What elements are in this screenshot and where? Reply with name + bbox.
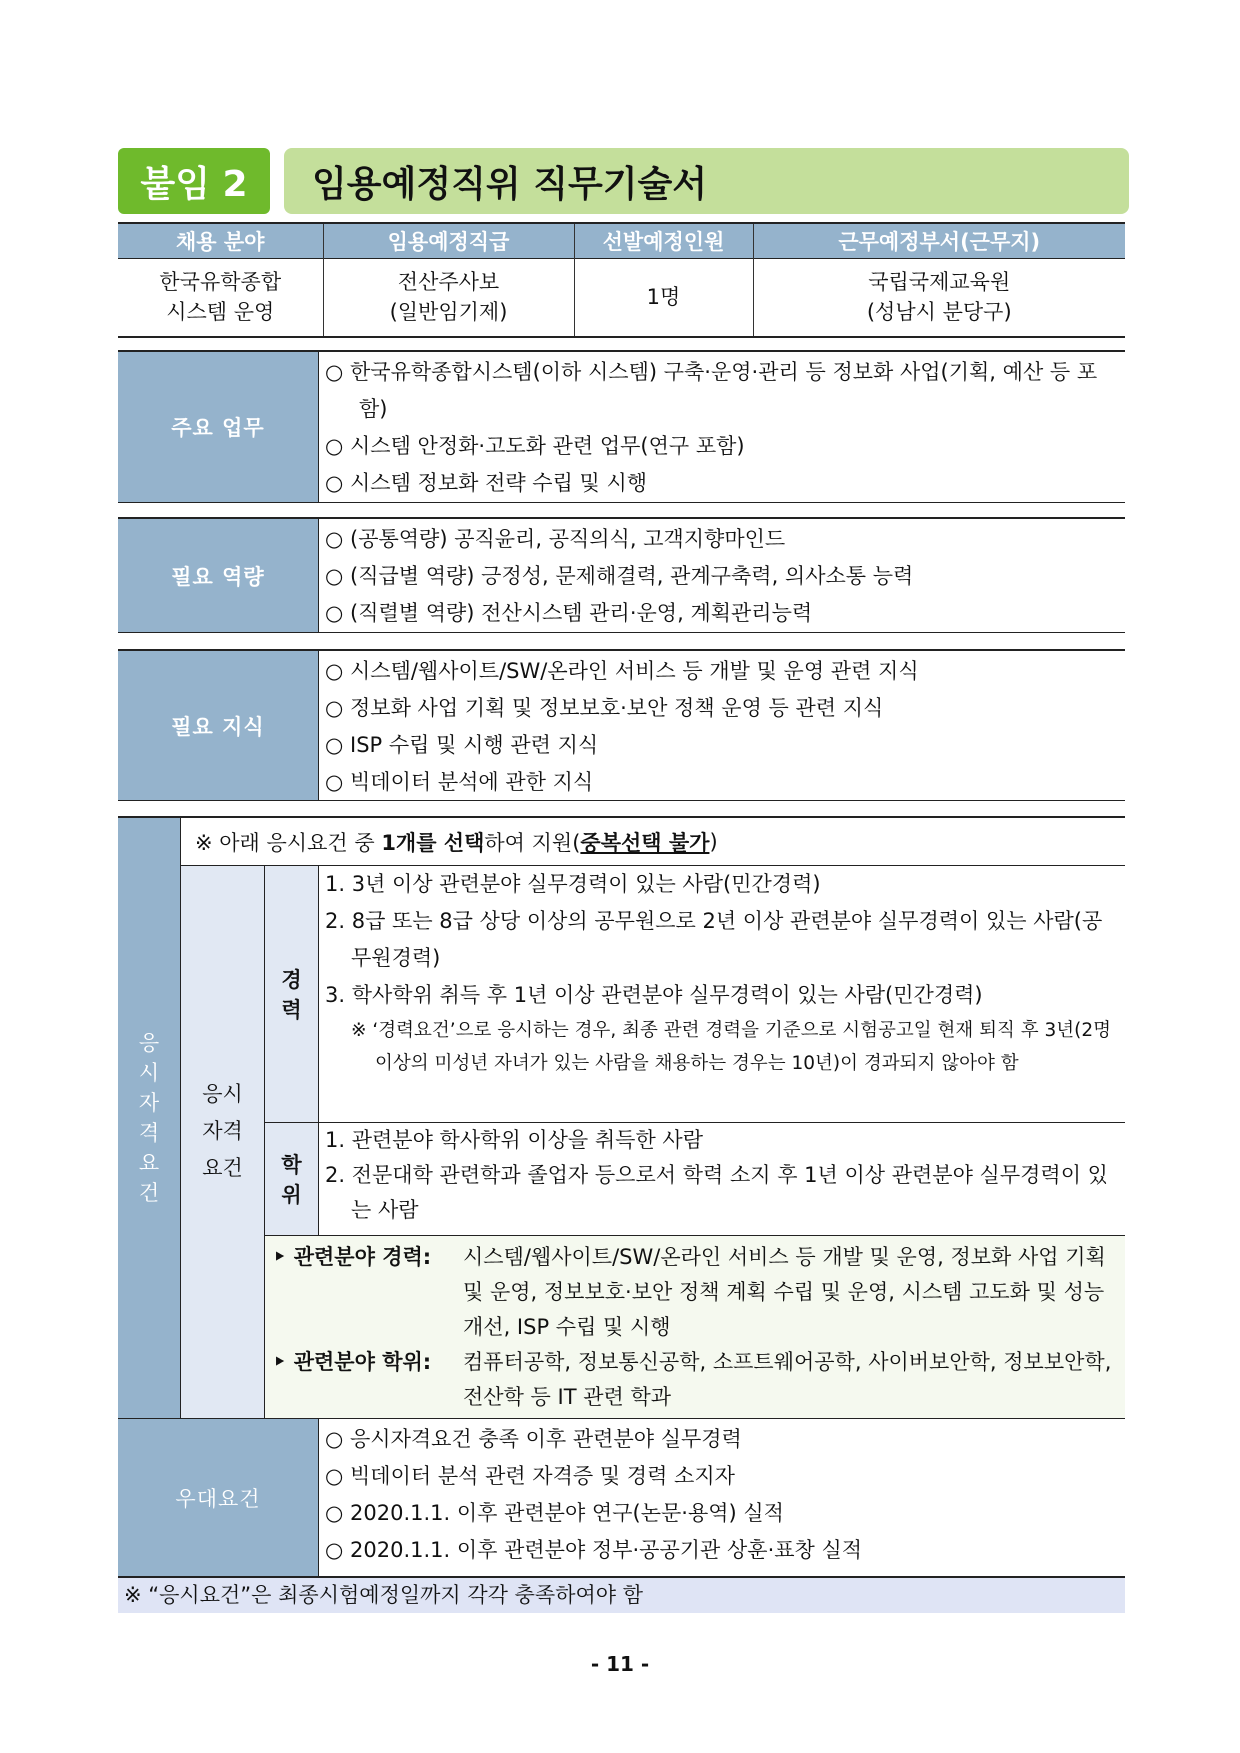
- header-cell: 임용예정직급: [323, 223, 574, 258]
- preference-item: ○ 응시자격요건 충족 이후 관련분야 실무경력: [325, 1427, 742, 1451]
- note-text: ※ 아래 응시요건 중: [195, 830, 382, 855]
- header-cell: 선발예정인원: [574, 223, 753, 258]
- competency-item: ○ (직급별 역량) 긍정성, 문제해결력, 관계구축력, 의사소통 능력: [325, 564, 914, 588]
- career-item: 2. 8급 또는 8급 상당 이상의 공무원으로 2년 이상 관련분야 실무경력이 있는 사람(공무원경력): [325, 909, 1103, 970]
- related-fields: [265, 1236, 1125, 1418]
- label-char: 학: [281, 1153, 302, 1177]
- label-char: 격: [138, 1121, 160, 1145]
- summary-row: [118, 258, 1125, 337]
- knowledge-item: ○ ISP 수립 및 시행 관련 지식: [325, 733, 599, 757]
- cell-line: (일반임기제): [389, 300, 508, 325]
- label-char: 력: [281, 998, 302, 1022]
- duty-item: ○ 시스템 정보화 전략 수립 및 시행: [325, 471, 648, 495]
- sublabel-line: 요건: [202, 1156, 243, 1180]
- competency-item: ○ (공통역량) 공직윤리, 공직의식, 고객지향마인드: [325, 527, 786, 551]
- qualification-sublabel: [181, 866, 265, 1418]
- note-bold: 1개를 선택: [381, 830, 485, 855]
- sublabel-line: 자격: [202, 1119, 243, 1143]
- knowledge-section: [118, 649, 1125, 801]
- label-char: 경: [281, 968, 302, 992]
- cell-line: 전산주사보: [397, 270, 500, 295]
- label-char: 시: [138, 1061, 160, 1085]
- selection-note: [181, 818, 1125, 866]
- summary-header-row: [118, 223, 1125, 258]
- career-item: 3. 학사학위 취득 후 1년 이상 관련분야 실무경력이 있는 사람(민간경력): [325, 983, 983, 1007]
- career-label: [265, 866, 319, 1123]
- header-cell: 채용 분야: [118, 223, 323, 258]
- department-cell: [753, 258, 1125, 337]
- related-value: 컴퓨터공학, 정보통신공학, 소프트웨어공학, 사이버보안학, 정보보안학, 전산학 등 IT 관련 학과: [463, 1350, 1112, 1409]
- preference-label: 우대요건: [118, 1419, 319, 1576]
- career-requirements: [319, 866, 1125, 1123]
- page-title: [284, 148, 1129, 214]
- attachment-tag: 붙임 2: [118, 148, 270, 214]
- label-char: 자: [138, 1091, 160, 1115]
- career-note: ※ ‘경력요건’으로 응시하는 경우, 최종 관련 경력을 기준으로 시험공고일 현재 퇴직 후 3년(2명 이상의 미성년 자녀가 있는 사람을 채용하는 경우는 10년)이 경과되지 않아야 함: [351, 1020, 1111, 1074]
- cell-line: 한국유학종합: [159, 270, 282, 295]
- related-key: ‣ 관련분야 경력:: [273, 1245, 432, 1269]
- cell-line: 1명: [646, 285, 681, 310]
- header-cell: 근무예정부서(근무지): [753, 223, 1125, 258]
- related-key: ‣ 관련분야 학위:: [273, 1350, 432, 1374]
- footnote: ※ “응시요건”은 최종시험예정일까지 각각 충족하여야 함: [118, 1576, 1125, 1613]
- grade-cell: [323, 258, 574, 337]
- knowledge-item: ○ 정보화 사업 기획 및 정보보호·보안 정책 운영 등 관련 지식: [325, 696, 884, 720]
- label-char: 요: [138, 1151, 160, 1175]
- related-degree: [273, 1345, 1119, 1415]
- competency-label: 필요 역량: [118, 519, 319, 632]
- knowledge-item: ○ 빅데이터 분석에 관한 지식: [325, 770, 594, 794]
- cell-line: 국립국제교육원: [868, 270, 1011, 295]
- cell-line: (성남시 분당구): [866, 300, 1012, 325]
- label-char: 위: [281, 1183, 302, 1207]
- duty-item: ○ 한국유학종합시스템(이하 시스템) 구축·운영·관리 등 정보화 사업(기획, 예산 등 포함): [325, 360, 1098, 421]
- duties-section: [118, 350, 1125, 503]
- degree-requirements: [319, 1123, 1125, 1236]
- degree-label: [265, 1123, 319, 1236]
- preference-item: ○ 2020.1.1. 이후 관련분야 연구(논문·용역) 실적: [325, 1501, 784, 1525]
- career-item: 1. 3년 이상 관련분야 실무경력이 있는 사람(민간경력): [325, 872, 821, 896]
- preference-section: [118, 1418, 1125, 1576]
- knowledge-item: ○ 시스템/웹사이트/SW/온라인 서비스 등 개발 및 운영 관련 지식: [325, 659, 919, 683]
- degree-item: 1. 관련분야 학사학위 이상을 취득한 사람: [325, 1128, 703, 1152]
- preference-item: ○ 빅데이터 분석 관련 자격증 및 경력 소지자: [325, 1464, 735, 1488]
- degree-item: 2. 전문대학 관련학과 졸업자 등으로서 학력 소지 후 1년 이상 관련분야 실무경력이 있는 사람: [325, 1163, 1108, 1222]
- related-value: 시스템/웹사이트/SW/온라인 서비스 등 개발 및 운영, 정보화 사업 기획 및 운영, 정보보호·보안 정책 계획 수립 및 운영, 시스템 고도화 및 성능 개선, ISP 수립 및 시행: [463, 1245, 1106, 1339]
- qualification-label: [118, 818, 181, 1418]
- page-number: - 11 -: [590, 1652, 650, 1676]
- knowledge-label: 필요 지식: [118, 651, 319, 800]
- label-char: 건: [138, 1181, 160, 1205]
- title-text: 임용예정직위 직무기술서: [312, 163, 708, 205]
- competency-section: [118, 517, 1125, 633]
- duties-label: 주요 업무: [118, 352, 319, 502]
- field-cell: [118, 258, 323, 337]
- preference-item: ○ 2020.1.1. 이후 관련분야 정부·공공기관 상훈·표창 실적: [325, 1538, 863, 1562]
- competency-item: ○ (직렬별 역량) 전산시스템 관리·운영, 계획관리능력: [325, 601, 813, 625]
- note-underline: 중복선택 불가: [580, 830, 710, 855]
- related-career: [273, 1240, 1119, 1345]
- summary-table: [118, 222, 1125, 338]
- count-cell: [574, 258, 753, 337]
- cell-line: 시스템 운영: [166, 300, 275, 325]
- note-text: 하여 지원(: [484, 830, 581, 855]
- qualification-section: [118, 816, 1125, 1418]
- duty-item: ○ 시스템 안정화·고도화 관련 업무(연구 포함): [325, 434, 745, 458]
- label-char: 응: [138, 1031, 160, 1055]
- sublabel-line: 응시: [202, 1082, 243, 1106]
- note-text: ): [709, 829, 718, 854]
